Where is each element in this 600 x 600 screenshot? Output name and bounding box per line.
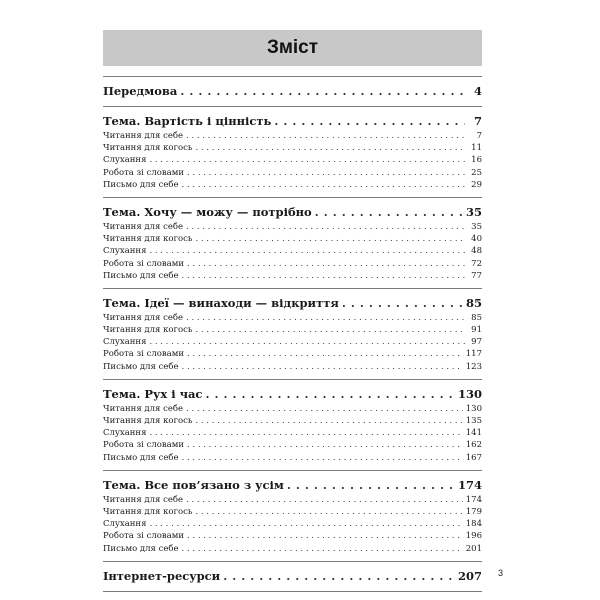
- dot-leader: [187, 167, 465, 179]
- toc-section: [103, 289, 482, 380]
- dot-leader: [186, 494, 463, 506]
- dot-leader: [196, 324, 466, 336]
- dot-leader: [342, 294, 463, 312]
- dot-leader: [186, 312, 465, 324]
- toc-subentry[interactable]: [103, 452, 482, 464]
- dot-leader: [187, 439, 463, 451]
- dot-leader: [196, 415, 463, 427]
- toc-section: [103, 107, 482, 198]
- toc-subentry[interactable]: [103, 324, 482, 336]
- toc-subentry[interactable]: [103, 518, 482, 530]
- entry-page: 167: [465, 452, 482, 463]
- page-title: Зміст: [266, 37, 319, 58]
- toc-subentry[interactable]: [103, 312, 482, 324]
- entry-label: Тема. Рух і час: [103, 386, 203, 401]
- entry-label: Інтернет-ресурси: [103, 568, 221, 583]
- toc-subentry[interactable]: [103, 361, 482, 373]
- entry-label: Тема. Вартість і цінність: [103, 114, 272, 128]
- entry-label: Слухання: [103, 519, 147, 530]
- toc-subentry[interactable]: [103, 142, 482, 154]
- toc-section: [103, 198, 482, 289]
- entry-page: 117: [465, 349, 482, 360]
- entry-page: 25: [471, 167, 482, 178]
- toc-subentry[interactable]: [103, 258, 482, 270]
- toc-subentry[interactable]: [103, 233, 482, 245]
- entry-label: Тема. Все пов’язано з усім: [103, 477, 284, 492]
- toc-subentry[interactable]: [103, 427, 482, 439]
- entry-page: 184: [465, 519, 482, 530]
- entry-label: Робота зі словами: [103, 440, 185, 451]
- dot-leader: [180, 82, 465, 100]
- toc-section-entry[interactable]: [103, 385, 482, 403]
- entry-label: Робота зі словами: [103, 258, 185, 269]
- toc-subentry[interactable]: [103, 506, 482, 518]
- entry-page: 201: [465, 543, 482, 554]
- entry-page: 40: [471, 234, 482, 245]
- entry-page: 97: [471, 337, 482, 348]
- dot-leader: [186, 221, 465, 233]
- entry-page: 7: [476, 131, 482, 141]
- dot-leader: [187, 348, 463, 360]
- entry-label: Письмо для себе: [103, 361, 179, 372]
- entry-label: Читання для себе: [103, 403, 184, 414]
- dot-leader: [182, 361, 463, 373]
- dot-leader: [149, 336, 465, 348]
- entry-page: 35: [465, 204, 482, 219]
- entry-label: Слухання: [103, 155, 147, 166]
- dot-leader: [196, 142, 466, 154]
- dot-leader: [182, 543, 463, 555]
- dot-leader: [196, 233, 466, 245]
- entry-label: Читання для когось: [103, 416, 193, 426]
- dot-leader: [223, 567, 455, 585]
- toc-subentry[interactable]: [103, 403, 482, 415]
- toc-subentry[interactable]: [103, 130, 482, 142]
- dot-leader: [186, 403, 463, 415]
- toc-subentry[interactable]: [103, 270, 482, 282]
- entry-page: 35: [471, 221, 482, 232]
- entry-label: Читання для когось: [103, 506, 193, 517]
- toc-subentry[interactable]: [103, 154, 482, 166]
- entry-page: 130: [465, 403, 482, 414]
- entry-label: Слухання: [103, 337, 147, 348]
- dot-leader: [205, 385, 455, 403]
- entry-page: 91: [471, 325, 482, 336]
- dot-leader: [186, 130, 465, 142]
- entry-label: Читання для себе: [103, 494, 184, 505]
- entry-label: Читання для себе: [103, 221, 184, 232]
- toc-section: [103, 76, 482, 107]
- dot-leader: [274, 112, 465, 130]
- toc-section: [103, 380, 482, 471]
- entry-page: 196: [465, 531, 482, 542]
- toc-subentry[interactable]: [103, 179, 482, 191]
- entry-label: Письмо для себе: [103, 543, 179, 554]
- toc-subentry[interactable]: [103, 530, 482, 542]
- entry-label: Робота зі словами: [103, 531, 185, 542]
- page-number: 3: [498, 568, 504, 578]
- entry-label: Читання для когось: [103, 325, 193, 336]
- entry-label: Слухання: [103, 246, 147, 257]
- entry-page: 72: [471, 258, 482, 269]
- entry-page: 29: [471, 179, 482, 190]
- entry-page: 135: [465, 416, 482, 426]
- entry-label: Тема. Хочу — можу — потрібно: [103, 204, 312, 219]
- toc-subentry[interactable]: [103, 336, 482, 348]
- entry-page: 174: [465, 494, 482, 505]
- dot-leader: [182, 452, 463, 464]
- dot-leader: [149, 245, 465, 257]
- toc-section-entry[interactable]: [103, 476, 482, 494]
- toc-section-entry[interactable]: [103, 567, 482, 585]
- dot-leader: [187, 530, 463, 542]
- entry-page: 179: [465, 506, 482, 517]
- toc-subentry[interactable]: [103, 439, 482, 451]
- entry-page: 7: [473, 114, 482, 128]
- entry-page: 4: [473, 84, 482, 98]
- entry-label: Читання для когось: [103, 143, 193, 154]
- toc-section-entry[interactable]: [103, 294, 482, 312]
- entry-page: 123: [465, 361, 482, 372]
- toc-section-entry[interactable]: [103, 112, 482, 130]
- toc-subentry[interactable]: [103, 245, 482, 257]
- dot-leader: [149, 518, 462, 530]
- entry-label: Передмова: [103, 84, 178, 98]
- entry-page: 48: [471, 246, 482, 257]
- entry-page: 85: [471, 312, 482, 323]
- toc-section: [103, 562, 482, 592]
- dot-leader: [187, 258, 465, 270]
- dot-leader: [287, 476, 455, 494]
- entry-page: 207: [457, 568, 482, 583]
- entry-label: Письмо для себе: [103, 452, 179, 463]
- toc-subentry[interactable]: [103, 415, 482, 427]
- entry-label: Письмо для себе: [103, 270, 179, 281]
- entry-page: 77: [471, 270, 482, 281]
- toc-title-bar: [103, 30, 482, 66]
- toc-subentry[interactable]: [103, 221, 482, 233]
- toc-section: [103, 471, 482, 562]
- dot-leader: [149, 154, 465, 166]
- entry-page: 16: [471, 155, 482, 166]
- dot-leader: [182, 179, 465, 191]
- entry-label: Читання для когось: [103, 234, 193, 245]
- toc-subentry[interactable]: [103, 494, 482, 506]
- entry-label: Письмо для себе: [103, 179, 179, 190]
- entry-page: 162: [465, 440, 482, 451]
- toc-subentry[interactable]: [103, 348, 482, 360]
- entry-label: Робота зі словами: [103, 349, 185, 360]
- dot-leader: [315, 203, 463, 221]
- entry-label: Читання для себе: [103, 312, 184, 323]
- entry-page: 141: [465, 428, 482, 439]
- dot-leader: [196, 506, 463, 518]
- entry-label: Слухання: [103, 428, 147, 439]
- toc-section-entry[interactable]: [103, 82, 482, 100]
- dot-leader: [149, 427, 462, 439]
- entry-page: 130: [457, 386, 482, 401]
- dot-leader: [182, 270, 465, 282]
- entry-label: Робота зі словами: [103, 167, 185, 178]
- entry-page: 85: [465, 295, 482, 310]
- entry-label: Тема. Ідеї — винаходи — відкриття: [103, 295, 339, 310]
- table-of-contents: [103, 76, 482, 592]
- toc-subentry[interactable]: [103, 167, 482, 179]
- toc-section-entry[interactable]: [103, 203, 482, 221]
- entry-page: 11: [471, 143, 482, 154]
- toc-subentry[interactable]: [103, 543, 482, 555]
- entry-label: Читання для себе: [103, 131, 184, 141]
- entry-page: 174: [457, 477, 482, 492]
